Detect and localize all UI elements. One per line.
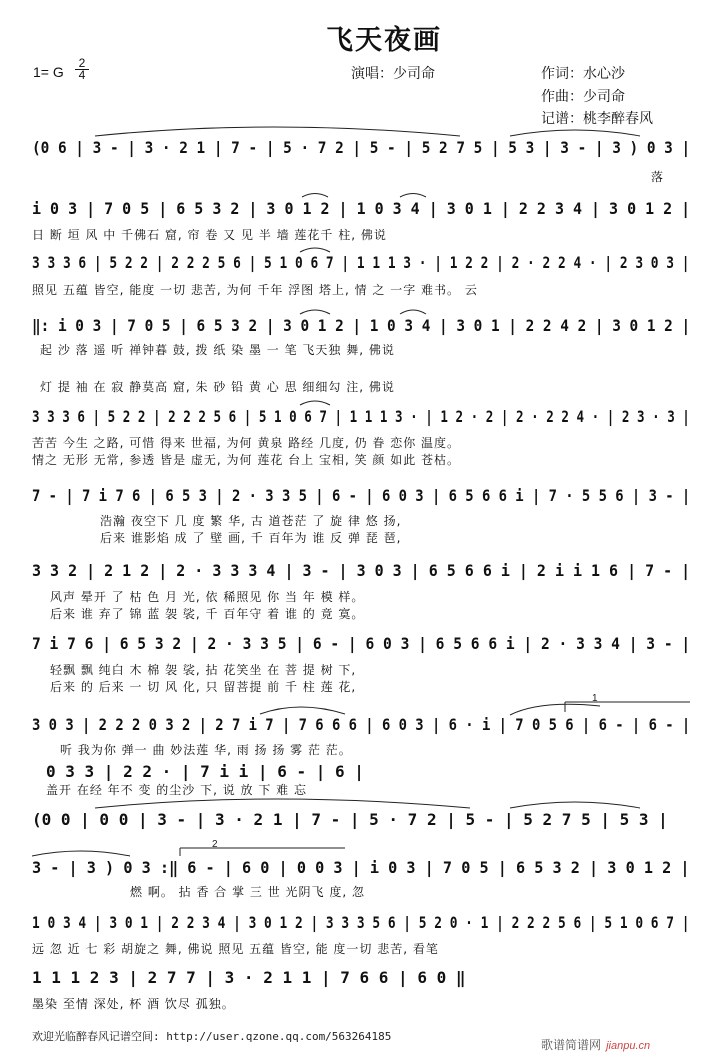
notation-row-7: 3 3 2 | 2 1 2 | 2 · 3 3 3 4 | 3 - | 3 0 3 | 6 5 6 6 i | 2 i i 1 6 | 7 - | (32, 561, 691, 580)
notation-row-14: 1 1 1 2 3 | 2 7 7 | 3 · 2 1 1 | 7 6 6 | 6 0 ‖ (32, 968, 466, 987)
singer-credit: 演唱：少司命 (351, 66, 435, 82)
lyric-row-9: 听 我为你 弹一 曲 妙法莲 华, 雨 扬 扬 雾 茫 茫。 (60, 743, 352, 757)
lyric-row-5b: 情之 无形 无常, 参透 皆是 虚无, 为何 莲花 台上 宝相, 笑 颜 如此 苍枯。 (32, 453, 461, 467)
lyric-row-8a: 轻飘 飘 纯白 木 棉 袈 裟, 拈 花笑坐 在 菩 提 树 下, (50, 663, 357, 677)
tie-067-b (300, 401, 330, 405)
time-sig-numerator: 2 (78, 56, 86, 70)
lyricist-credit: 作词：水心沙 (541, 66, 625, 82)
key-signature: 1= G (33, 64, 64, 80)
time-signature (75, 58, 89, 81)
watermark-cn: 歌谱简谱网 (541, 1038, 602, 1052)
tie-034-b (400, 310, 426, 314)
notation-row-5: 3 3 3 6 | 5 2 2 | 2 2 2 5 6 | 5 1 0 6 7 | 1 1 1 3 · | 1 2 · 2 | 2 · 2 2 4 · | 2 3 · 3 | (32, 407, 690, 426)
lyric-row-6b: 后来 谁影焰 成 了 壁 画, 千 百年为 谁 反 弹 琵 琶, (100, 531, 402, 545)
notation-row-1: (0 6 | 3 - | 3 · 2 1 | 7 - | 5 · 7 2 | 5 - | 5 2 7 5 | 5 3 | 3 - | 3 ) 0 3 | (32, 138, 691, 157)
footer-credit: 欢迎光临醉春风记谱空间: http://user.qzone.qq.com/563264185 (32, 1030, 392, 1043)
lyric-row-8b: 后来 的 后来 一 切 风 化, 只 留菩提 前 千 柱 莲 花, (50, 680, 357, 694)
lyric-row-1: 落 (651, 170, 665, 184)
notation-row-6: 7 - | 7 i 7 6 | 6 5 3 | 2 · 3 3 5 | 6 - | 6 0 3 | 6 5 6 6 i | 7 · 5 5 6 | 3 - | (32, 486, 691, 505)
notation-row-8: 7 i 7 6 | 6 5 3 2 | 2 · 3 3 5 | 6 - | 6 0 3 | 6 5 6 6 i | 2 · 3 3 4 | 3 - | (32, 634, 691, 653)
lyric-row-3: 照见 五蕴 皆空, 能度 一切 悲苦, 为何 千年 浮图 塔上, 情 之 一字 难书。 云 (32, 283, 478, 297)
lyric-row-7a: 风声 晕开 了 枯 色 月 光, 依 稀照见 你 当 年 模 样。 (50, 590, 365, 604)
notation-row-3: 3 3 3 6 | 5 2 2 | 2 2 2 5 6 | 5 1 0 6 7 | 1 1 1 3 · | 1 2 2 | 2 · 2 2 4 · | 2 3 0 3 | (32, 253, 690, 272)
song-title: 飞天夜画 (326, 25, 442, 56)
lyric-row-5a: 苦苦 今生 之路, 可惜 得来 世福, 为何 黄泉 路经 几度, 仍 眷 恋你 温度。 (32, 436, 461, 450)
volta-1 (565, 702, 690, 712)
lyric-row-2: 日 断 垣 风 中 千佛石 窟, 帘 卷 又 见 半 墙 莲花千 柱, 佛说 (32, 228, 387, 242)
notation-row-13: 1 0 3 4 | 3 0 1 | 2 2 3 4 | 3 0 1 2 | 3 3 3 5 6 | 5 2 0 · 1 | 2 2 2 5 6 | 5 1 0 6 7 | (32, 913, 690, 932)
slur-interlude-end (510, 802, 640, 808)
lyric-row-13: 远 忽 近 七 彩 胡旋之 舞, 佛说 照见 五蕴 皆空, 能 度一切 悲苦, 看笔 (32, 942, 439, 956)
composer-credit: 作曲：少司命 (541, 89, 625, 105)
time-sig-denominator: 4 (75, 69, 89, 81)
lyric-row-12: 燃 啊。 拈 香 合 掌 三 世 光阴飞 度, 忽 (130, 885, 365, 899)
volta-1-label: 1 (592, 693, 598, 704)
tie-067 (300, 248, 330, 252)
tie-012 (302, 194, 328, 198)
lyric-row-10: 盖开 在经 年不 变 的尘沙 下, 说 放 下 难 忘 (46, 783, 307, 797)
tie-034 (400, 194, 426, 198)
watermark-en: jianpu.cn (606, 1040, 651, 1052)
slur-intro (95, 127, 460, 136)
watermark (541, 1034, 650, 1053)
lyric-row-6a: 浩瀚 夜空下 几 度 繁 华, 古 道苍茫 了 旋 律 悠 扬, (100, 514, 402, 528)
tie-012-b (300, 310, 330, 314)
lyric-row-4a: 起 沙 落 遥 听 禅钟暮 鼓, 拨 纸 染 墨 一 笔 飞天独 舞, 佛说 (40, 343, 395, 357)
slur-outro (32, 851, 130, 856)
slur-intro-end (510, 130, 640, 136)
notation-row-9: 3 0 3 | 2 2 2 0 3 2 | 2 7 i 7 | 7 6 6 6 | 6 0 3 | 6 · i | 7 0 5 6 | 6 - | 6 - | (32, 715, 691, 734)
notation-row-12: 3 - | 3 ) 0 3 :‖ 6 - | 6 0 | 0 0 3 | i 0 3 | 7 0 5 | 6 5 3 2 | 3 0 1 2 | (32, 858, 690, 877)
volta-2 (180, 848, 345, 856)
lyric-row-14: 墨染 至情 深处, 杯 酒 饮尽 孤独。 (32, 997, 235, 1011)
notation-row-10: 0 3 3 | 2 2 · | 7 i i | 6 - | 6 | (46, 762, 364, 781)
slur-ending-1 (510, 704, 600, 715)
notation-row-11: (0 0 | 0 0 | 3 - | 3 · 2 1 | 7 - | 5 · 7 2 | 5 - | 5 2 7 5 | 5 3 | (32, 810, 668, 829)
lyric-row-7b: 后来 谁 弃了 锦 蓝 袈 裟, 千 百年守 着 谁 的 竟 寞。 (50, 607, 365, 621)
notation-row-2: i 0 3 | 7 0 5 | 6 5 3 2 | 3 0 1 2 | 1 0 3 4 | 3 0 1 | 2 2 3 4 | 3 0 1 2 | (32, 199, 691, 218)
notation-row-4: ‖: i 0 3 | 7 0 5 | 6 5 3 2 | 3 0 1 2 | 1 0 3 4 | 3 0 1 | 2 2 4 2 | 3 0 1 2 | (32, 316, 691, 335)
volta-2-label: 2 (212, 839, 218, 850)
lyric-row-4b: 灯 提 袖 在 寂 静莫高 窟, 朱 砂 铅 黄 心 思 细细勾 注, 佛说 (40, 380, 395, 394)
slur-row9 (260, 707, 345, 714)
slur-interlude (95, 799, 470, 808)
transcriber-credit: 记谱：桃李醉春风 (541, 111, 653, 127)
